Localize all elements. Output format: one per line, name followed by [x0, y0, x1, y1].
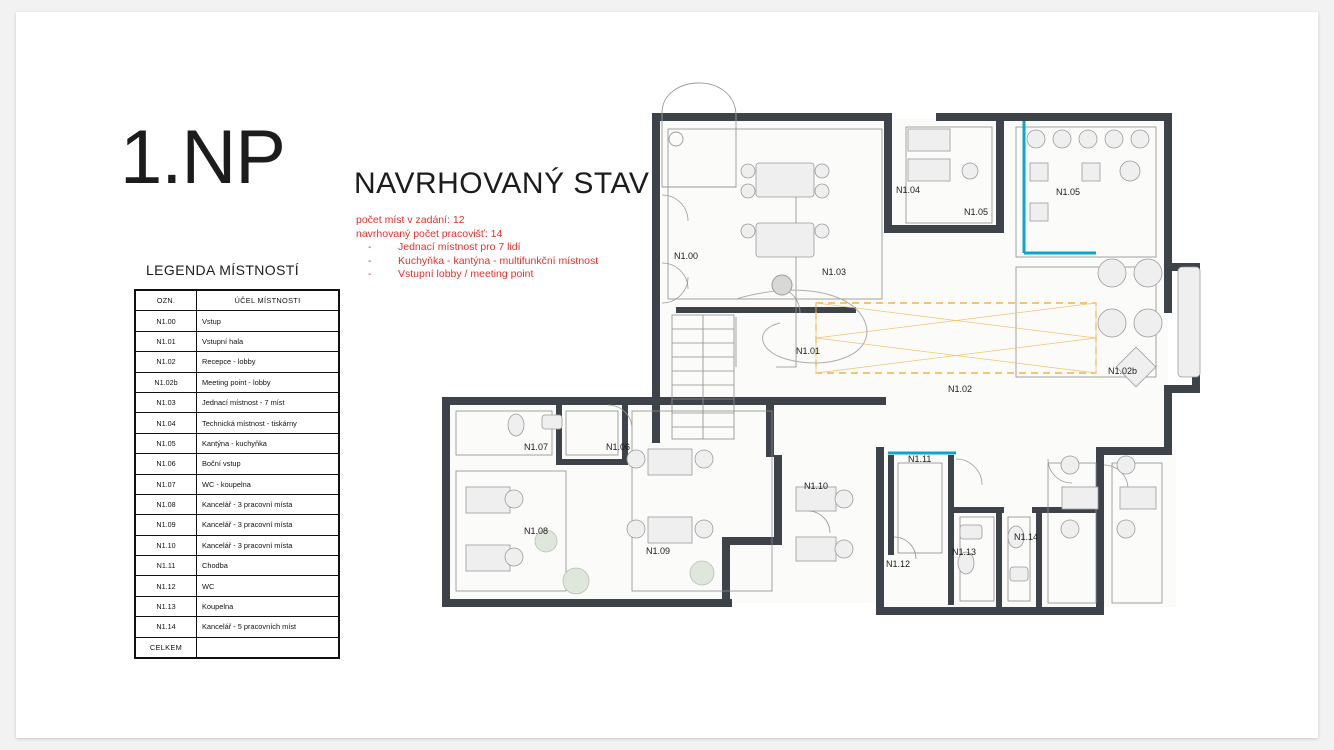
total-label: CELKEM: [136, 637, 197, 657]
table-row: [136, 617, 339, 637]
bullet-dash-icon: -: [368, 268, 372, 280]
room-purpose-cell: Meeting point - lobby: [197, 372, 339, 392]
room-label-n111: N1.11: [908, 454, 932, 464]
table-row: [136, 535, 339, 555]
note-bullet-1: - Kuchyňka - kantýna - multifunkční místnost: [368, 254, 599, 267]
legend-title: LEGENDA MÍSTNOSTÍ: [146, 262, 300, 278]
note-bullet-2: - Vstupní lobby / meeting point: [368, 268, 534, 280]
floor-plan-drawing: [436, 67, 1271, 647]
page-subtitle: NAVRHOVANÝ STAV: [354, 167, 650, 200]
room-code-cell: N1.00: [136, 311, 197, 331]
room-purpose-cell: Vstupní hala: [197, 331, 339, 351]
legend-rows: [136, 311, 339, 658]
room-purpose-cell: WC - koupelna: [197, 474, 339, 494]
table-row: [136, 596, 339, 616]
room-purpose-cell: Chodba: [197, 556, 339, 576]
room-label-n113: N1.13: [952, 547, 977, 557]
table-row: [136, 494, 339, 514]
note-bullet-0: - Jednací místnost pro 7 lidí: [368, 241, 521, 253]
table-row: [136, 474, 339, 494]
room-purpose-cell: Jednací místnost - 7 míst: [197, 392, 339, 412]
room-label-n107: N1.07: [524, 442, 549, 452]
bullet-dash-icon: -: [368, 241, 372, 253]
floor-plan-svg: [436, 67, 1271, 647]
room-code-cell: N1.02b: [136, 372, 197, 392]
room-purpose-cell: Vstup: [197, 311, 339, 331]
table-row: [136, 454, 339, 474]
room-label-n100: N1.00: [674, 251, 699, 261]
room-code-cell: N1.06: [136, 454, 197, 474]
room-label-n114: N1.14: [1014, 532, 1039, 542]
room-purpose-cell: WC: [197, 576, 339, 596]
note-seats-brief: počet míst v zadání: 12: [356, 214, 465, 226]
table-row: [136, 331, 339, 351]
table-row: [136, 515, 339, 535]
room-label-n102b: N1.02b: [1108, 366, 1138, 376]
room-code-cell: N1.13: [136, 596, 197, 616]
room-purpose-cell: Recepce - lobby: [197, 352, 339, 372]
room-label-n105b: N1.05: [1056, 187, 1081, 197]
room-code-cell: N1.09: [136, 515, 197, 535]
room-purpose-cell: Boční vstup: [197, 454, 339, 474]
room-code-cell: N1.10: [136, 535, 197, 555]
room-code-cell: N1.11: [136, 556, 197, 576]
room-code-cell: N1.01: [136, 331, 197, 351]
room-purpose-cell: Kancelář - 3 pracovní místa: [197, 494, 339, 514]
room-code-cell: N1.08: [136, 494, 197, 514]
room-label-n104: N1.04: [896, 185, 921, 195]
room-code-cell: N1.12: [136, 576, 197, 596]
table-header-row: [136, 291, 339, 311]
table-row: [136, 311, 339, 331]
room-code-cell: N1.07: [136, 474, 197, 494]
total-value: [197, 637, 339, 657]
room-purpose-cell: Kancelář - 3 pracovní místa: [197, 535, 339, 555]
room-label-n106: N1.06: [606, 442, 631, 452]
room-code-cell: N1.02: [136, 352, 197, 372]
drawing-sheet: [16, 12, 1318, 738]
table-row: [136, 352, 339, 372]
table-row: [136, 556, 339, 576]
room-code-cell: N1.04: [136, 413, 197, 433]
room-label-n102: N1.02: [948, 384, 973, 394]
table-row: [136, 433, 339, 453]
note-seats-proposed: navrhovaný počet pracovišť: 14: [356, 227, 503, 240]
room-label-n103: N1.03: [822, 267, 847, 277]
column-header-code: OZN.: [136, 291, 197, 311]
room-purpose-cell: Kantýna - kuchyňka: [197, 433, 339, 453]
table-row: [136, 413, 339, 433]
room-purpose-cell: Koupelna: [197, 596, 339, 616]
room-purpose-cell: Technická místnost - tiskárny: [197, 413, 339, 433]
room-label-n101: N1.01: [796, 346, 821, 356]
room-label-n105a: N1.05: [964, 207, 989, 217]
table-row: [136, 392, 339, 412]
room-purpose-cell: Kancelář - 3 pracovní místa: [197, 515, 339, 535]
bullet-dash-icon: -: [368, 254, 372, 267]
table-row: [136, 372, 339, 392]
room-code-cell: N1.05: [136, 433, 197, 453]
table-total-row: [136, 637, 339, 657]
room-code-cell: N1.14: [136, 617, 197, 637]
room-legend-table: [134, 289, 340, 659]
room-label-n109: N1.09: [646, 546, 671, 556]
column-header-purpose: ÚČEL MÍSTNOSTI: [197, 291, 339, 311]
room-label-n112: N1.12: [886, 559, 911, 569]
page-title: 1.NP: [120, 115, 285, 200]
room-code-cell: N1.03: [136, 392, 197, 412]
room-label-n110: N1.10: [804, 481, 829, 491]
room-label-n108: N1.08: [524, 526, 549, 536]
table-row: [136, 576, 339, 596]
room-purpose-cell: Kancelář - 5 pracovních míst: [197, 617, 339, 637]
